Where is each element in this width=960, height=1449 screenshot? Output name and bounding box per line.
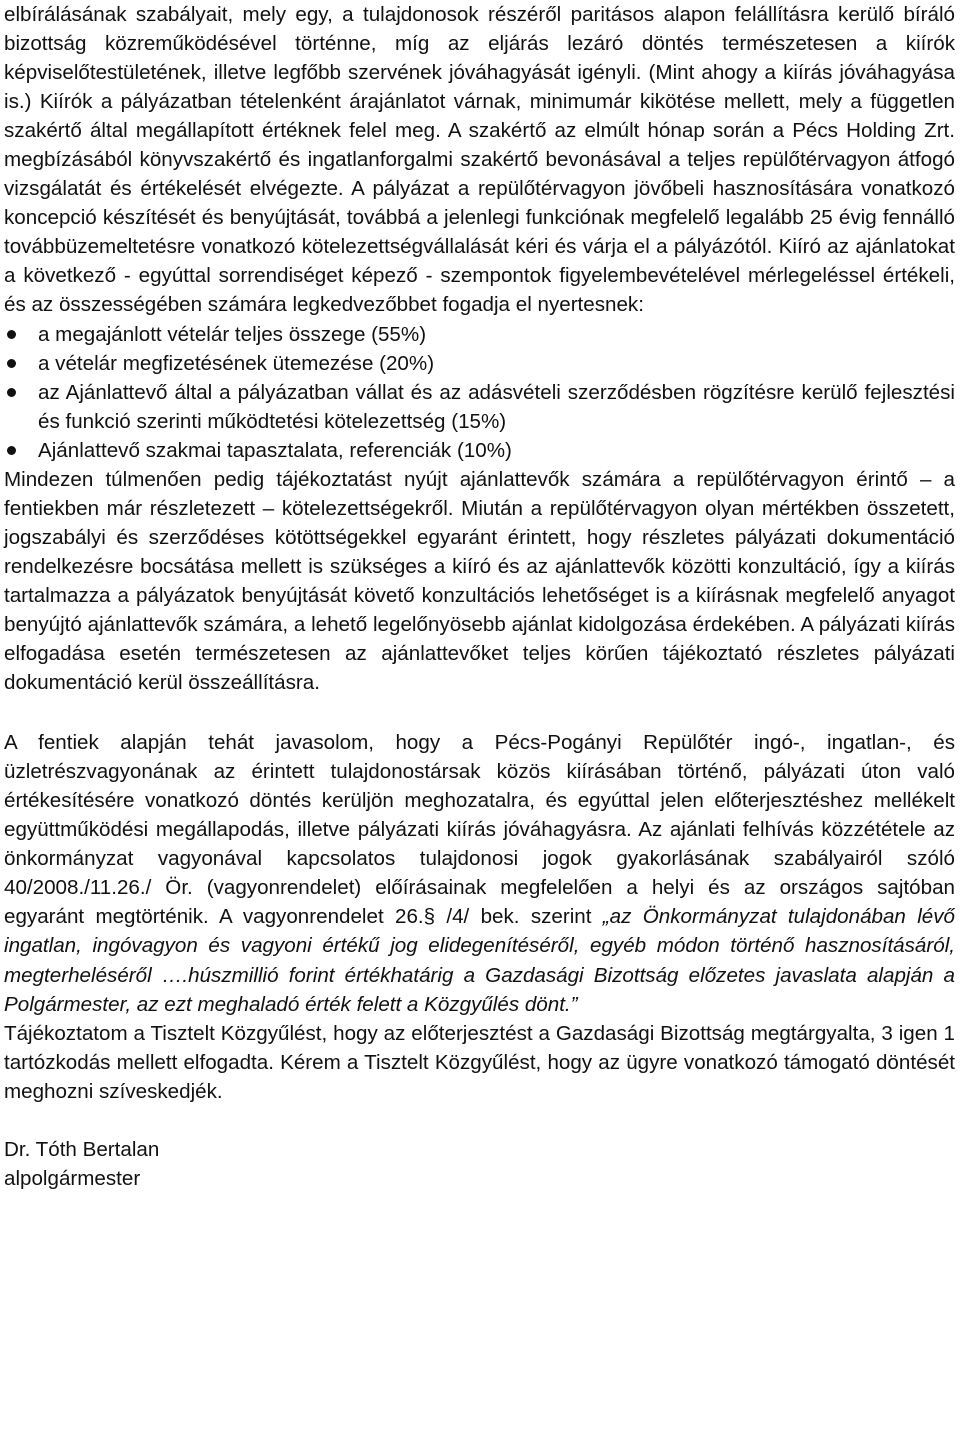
body-paragraph-consultation: Mindezen túlmenően pedig tájékoztatást nyújt ajánlattevők számára a repülőtérvagyon érintő – a fentiekben már részletezett – kötelezettségekről. Miután a repülőtérvagyon olyan mértékben összetett, jogszabályi és szerződéses kötöttségekkel egyaránt érintett, hogy részletes pályázati dokumentáció rendelkezésre bocsátása mellett is szükséges a kiíró és az ajánlattevők közötti konzultáció, így a kiírás tartalmazza a pályázatok benyújtását követő konzultációs lehetőséget is a kiírásnak megfelelő anyagot benyújtó ajánlattevők számára, a lehető legelőnyösebb ajánlat kidolgozása érdekében. A pályázati kiírás elfogadása esetén természetesen az ajánlattevőket teljes körűen tájékoztató részletes pályázati dokumentáció kerül összeállításra. xyxy=(4,467,955,695)
criteria-list xyxy=(4,320,955,465)
list-item: az Ajánlattevő által a pályázatban vállat és az adásvételi szerződésben rögzítésre kerülő fejlesztési és funkció szerinti működtetési kötelezettség (15%) xyxy=(4,378,955,436)
signature-title: alpolgármester xyxy=(4,1166,141,1190)
signature-block xyxy=(4,1135,955,1193)
body-paragraph-evaluation: elbírálásának szabályait, mely egy, a tulajdonosok részéről paritásos alapon felállításra kerülő bíráló bizottság közreműködésével történne, míg az eljárás lezáró döntés természetesen a kiírók képviselőtestületének, illetve legfőbb szervének jóváhagyását igényli. (Mint ahogy a kiírás jóváhagyása is.) Kiírók a pályázatban tételenként árajánlatot várnak, minimumár kikötése mellett, mely a független szakértő által megállapított értéknek felel meg. A szakértő az elmúlt hónap során a Pécs Holding Zrt. megbízásából könyvszakértő és ingatlanforgalmi szakértő bevonásával a teljes repülőtérvagyon átfogó vizsgálatát és értékelését elvégezte. A pályázat a repülőtérvagyon jövőbeli hasznosítására vonatkozó koncepció készítését és benyújtását, továbbá a jelenlegi funkciónak megfelelő legalább 25 évig fennálló továbbüzemeltetésre vonatkozó kötelezettségvállalását kéri és várja el a pályázótól. Kiíró az ajánlatokat a következő - egyúttal sorrendiséget képező - szempontok figyelembevételével mérlegeléssel értékeli, és az összességében számára legkedvezőbbet fogadja el nyertesnek: xyxy=(4,3,955,317)
list-item: Ajánlattevő szakmai tapasztalata, referenciák (10%) xyxy=(4,436,955,465)
document-page xyxy=(4,0,955,1193)
list-item: a megajánlott vételár teljes összege (55%) xyxy=(4,320,955,349)
body-paragraph-proposal xyxy=(4,728,955,1018)
body-paragraph-committee: Tájékoztatom a Tisztelt Közgyűlést, hogy az előterjesztést a Gazdasági Bizottság megtárgyalta, 3 igen 1 tartózkodás mellett elfogadta. Kérem a Tisztelt Közgyűlést, hogy az ügyre vonatkozó támogató döntését meghozni szíveskedjék. xyxy=(4,1021,955,1103)
paragraph-spacer xyxy=(4,697,955,728)
regulation-quote: „az Önkormányzat tulajdonában lévő ingatlan, ingóvagyon és vagyoni értékű jog elidegenítéséről, egyéb módon történő hasznosításáról, megterheléséről ….húszmillió forint értékhatárig a Gazdasági Bizottság előzetes javaslata alapján a Polgármester, az ezt meghaladó érték felett a Közgyűlés dönt.” xyxy=(4,905,955,1016)
list-item: a vételár megfizetésének ütemezése (20%) xyxy=(4,349,955,378)
proposal-text: A fentiek alapján tehát javasolom, hogy a Pécs-Pogányi Repülőtér ingó-, ingatlan-, és üzletrészvagyonának az érintett tulajdonostársak közös kiírásában történő, pályázati úton való értékesítésére vonatkozó döntés kerüljön meghozatalra, és egyúttal jelen előterjesztéshez mellékelt együttműködési megállapodás, illetve pályázati kiírás jóváhagyásra. Az ajánlati felhívás közzététele az önkormányzat vagyonával kapcsolatos tulajdonosi jogok gyakorlásának szabályairól szóló 40/2008./11.26./ Ör. (vagyonrendelet) előírásainak megfelelően a helyi és az országos sajtóban egyaránt megtörténik. A vagyonrendelet 26.§ /4/ bek. szerint xyxy=(4,731,955,929)
signature-spacer xyxy=(4,1106,955,1135)
signature-name: Dr. Tóth Bertalan xyxy=(4,1137,160,1161)
